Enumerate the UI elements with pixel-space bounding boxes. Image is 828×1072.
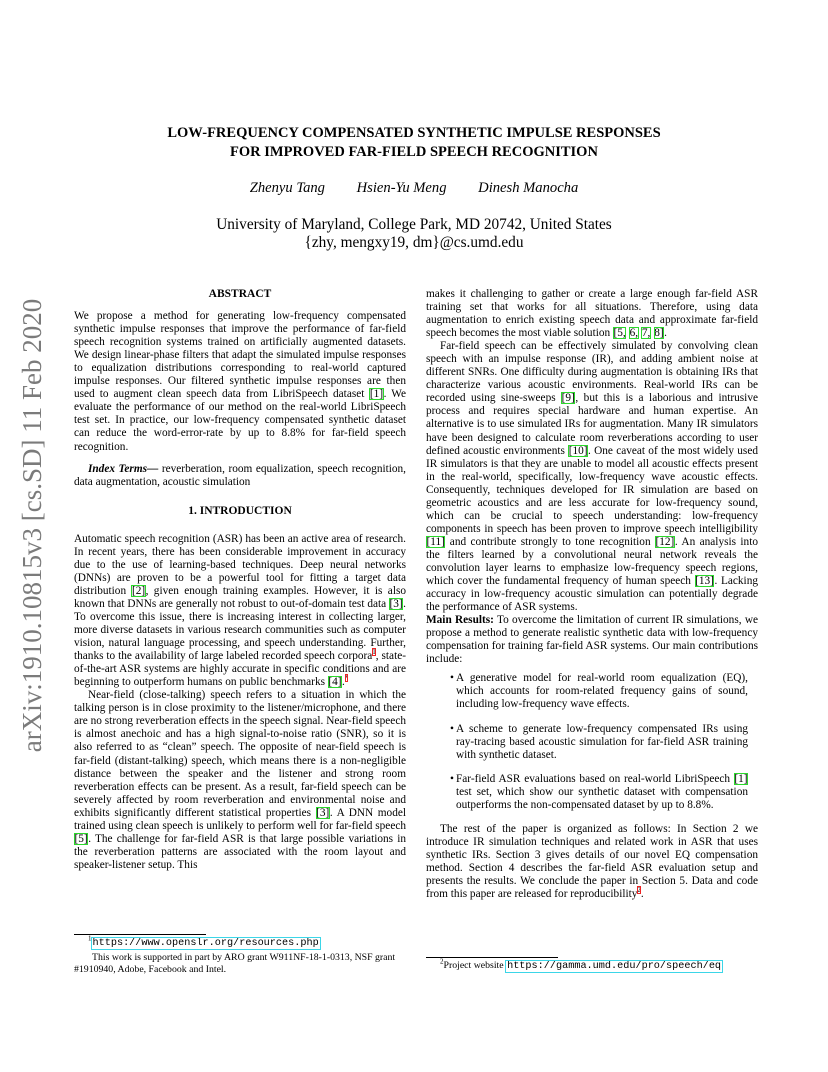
citation-link[interactable]: [3] (316, 806, 330, 819)
citation-link[interactable]: 7, (641, 327, 651, 340)
arxiv-sidebar (18, 290, 48, 760)
index-terms (74, 463, 406, 489)
paper-title (80, 124, 748, 162)
paragraph-text: makes it challenging to gather or create a large enough far-field ASR training set that works for all situations. Therefore, using data augmentation to enrich existing speech data and approximate far-field speech becomes the most viable solution (426, 288, 758, 340)
title-line-1: LOW-FREQUENCY COMPENSATED SYNTHETIC IMPULSE RESPONSES (167, 125, 661, 141)
main-results (426, 614, 758, 666)
paragraph-text: . The challenge for far-field ASR is that large possible variations in the reverberation patterns are associated with the room layout and speaker-listener setup. This (74, 832, 406, 871)
citation-link[interactable]: [2] (131, 584, 146, 597)
footnote-label: Project website (443, 960, 507, 971)
intro-paragraph-5 (426, 823, 758, 901)
paragraph-text: . A DNN model trained using clean speech is unlikely to perform well for far-field speech (74, 806, 406, 832)
abstract-heading: ABSTRACT (208, 288, 272, 300)
citation-link[interactable]: [12] (655, 535, 675, 548)
intro-paragraph-2 (74, 689, 406, 872)
paragraph-text: , given enough training examples. However, it is also known that DNNs are generally not robust to out-of-domain test data (74, 584, 407, 610)
citation-link[interactable]: [1] (734, 772, 748, 785)
author-list (80, 180, 748, 197)
footnote-link[interactable]: 2 (637, 886, 641, 895)
abstract-text (74, 310, 406, 454)
intro-heading: 1. INTRODUCTION (188, 504, 292, 517)
paragraph-text: and contribute strongly to tone recognition (445, 535, 655, 548)
bullet-text-part: test set, which show our synthetic dataset with compensation outperforms the non-compensated dataset by up to 8.8%. (456, 785, 748, 811)
bullet-text: A scheme to generate low-frequency compensated IRs using ray-tracing based acoustic simulation for far-field ASR training with synthetic dataset. (456, 722, 748, 761)
index-terms-label: Index Terms— (88, 462, 159, 475)
intro-paragraph-3 (426, 288, 758, 340)
citation-link[interactable]: [11] (426, 535, 445, 548)
paragraph-text: . (640, 888, 644, 901)
paragraph-text: . An analysis into the filters learned by a convolutional neural network reveals the convolution layer learns to emphasize low-frequency speech regions, which cover the fundamental frequency of human speech (426, 535, 758, 588)
bullet-text-part: Far-field ASR evaluations based on real-world LibriSpeech (456, 772, 734, 785)
citation-link[interactable]: [5] (74, 832, 88, 845)
contribution-list (426, 672, 758, 811)
author-1: Zhenyu Tang (249, 180, 325, 196)
footnotes-right (426, 957, 758, 973)
paragraph-text: . One caveat of the most widely used IR simulators is that they are unable to model all acoustic effects present in the real-world, specifically, low-frequency wave acoustic effects. Consequently, techniques developed for IR simulation are based on geometric acoustics and are less accurate for low-frequency sound, which can be crucial to speech understanding: low-frequency components in speech has been proven to improve speech intelligibility (426, 444, 758, 535)
right-column (426, 288, 758, 901)
intro-paragraph-1 (74, 533, 406, 690)
footnotes-left (74, 934, 406, 976)
bullet-icon: • (450, 722, 454, 735)
arxiv-identifier: arXiv:1910.10815v3 [cs.SD] 11 Feb 2020 (17, 298, 48, 752)
main-results-text: To overcome the limitation of current IR simulations, we propose a method to generate realistic synthetic data with low-frequency compensation for training far-field ASR systems. Our main contributions include: (426, 614, 758, 666)
list-item (426, 672, 748, 711)
footnote-url-link[interactable]: https://www.openslr.org/resources.php (92, 938, 319, 949)
paragraph-text: , but this is a laborious and intrusive process and requires special hardware and human expertise. An alternative is to use simulated IRs for augmentation. Many IR simulators have been designed to calculate room reverberations according to user defined acoustic environments (426, 392, 758, 457)
citation-link[interactable]: [3] (389, 597, 403, 610)
author-emails: {zhy, mengxy19, dm}@cs.umd.edu (304, 234, 524, 251)
footnote-mark: 1 (88, 934, 92, 943)
footnote-mark: 2 (440, 957, 444, 966)
paragraph-text: The rest of the paper is organized as follows: In Section 2 we introduce IR simulation techniques and related work in ASR that uses synthetic IRs. Section 3 gives details of our novel EQ compensation method. Section 4 describes the far-field ASR evaluation setup and presents the results. We conclude the paper in Section 5. Data and code from this paper are released for reproducibility (426, 822, 758, 901)
footnote-2 (426, 958, 758, 973)
abstract-text-part: We propose a method for generating low-frequency compensated synthetic impulse responses that improve the performance of far-field speech recognition systems trained on artificially augmented datasets. We design linear-phase filters that adapt the simulated impulse responses to equalization distributions corresponding to real-world captured impulse responses. Our filtered synthetic impulse responses are then used to augment clean speech data from LibriSpeech dataset (74, 310, 406, 401)
footnote-link[interactable]: * (344, 674, 349, 683)
list-item (426, 773, 748, 812)
list-item (426, 723, 748, 762)
author-2: Hsien-Yu Meng (356, 180, 447, 196)
citation-link[interactable]: [13] (695, 575, 714, 588)
paragraph-text: . To overcome this issue, there is increasing interest in collecting larger, more diverse datasets in various research communities such as computer vision, natural language processing, and speech understanding. Further, thanks to the availability of large labeled recorded speech corpora (74, 597, 406, 663)
funding-note: This work is supported in part by ARO grant W911NF-18-1-0313, NSF grant #1910940, Adobe, Facebook and Intel. (74, 952, 396, 975)
citation-link[interactable]: 8] (654, 327, 664, 340)
title-line-2: FOR IMPROVED FAR-FIELD SPEECH RECOGNITION (230, 144, 598, 160)
footnote-link[interactable]: 1 (372, 648, 376, 657)
left-column (74, 288, 406, 872)
project-website-link[interactable]: https://gamma.umd.edu/pro/speech/eq (507, 961, 722, 972)
paragraph-text: . (342, 676, 345, 689)
affiliation-block (80, 216, 748, 252)
bullet-icon: • (450, 672, 454, 685)
footnote-1 (74, 935, 406, 950)
paragraph-text: Automatic speech recognition (ASR) has been an active area of research. In recent years, there has been considerable improvement in accuracy due to the use of learning-based techniques. Deep neural networks (DNNs) are proven to be a powerful tool for fitting a target data distribution (74, 532, 406, 597)
index-terms-text: reverberation, room equalization, speech recognition, data augmentation, acoustic simulation (74, 462, 406, 488)
author-3: Dinesh Manocha (478, 180, 579, 196)
paragraph-text: Near-field (close-talking) speech refers to a situation in which the talking person is in close proximity to the listener/microphone, and there are no strong reverberation effects in the speech signal. Near-field speech is almost anechoic and has a high signal-to-noise ratio (SNR), so it is also referred to as “clean” speech. The opposite of near-field speech is far-field (distant-talking) speech, which means there is a non-negligible distance between the speaker and the listener and strong room reverberation effects can be present. As a result, far-field speech can be severely affected by room reverberation and environmental noise and exhibits significantly different statistical properties (74, 689, 406, 819)
paragraph-text: . (664, 327, 667, 340)
affiliation: University of Maryland, College Park, MD 20742, United States (216, 216, 612, 233)
paragraph-text: Far-field speech can be effectively simulated by convolving clean speech with an impulse response (IR), and adding ambient noise at different SNRs. One difficulty during augmentation is obtaining IRs that characterize various acoustic environments. Real-world IRs can be recorded using sine-sweeps (426, 340, 758, 405)
bullet-icon: • (450, 772, 454, 785)
citation-link[interactable]: [9] (561, 392, 575, 405)
main-results-label: Main Results: (426, 614, 494, 627)
citation-link[interactable]: [1] (369, 388, 384, 401)
citation-link[interactable]: 6, (629, 327, 639, 340)
bullet-text: A generative model for real-world room equalization (EQ), which accounts for room-related frequency gains of sound, including low-frequency wave effects. (456, 672, 748, 711)
abstract-text-part: . We evaluate the performance of our method on the real-world LibriSpeech test set. In practice, our low-frequency compensated synthetic dataset can reduce the word-error-rate by up to 8.8% for far-field speech recognition. (74, 388, 406, 453)
citation-link[interactable]: [10] (568, 444, 588, 457)
citation-link[interactable]: [4] (328, 676, 342, 689)
paragraph-text: , state-of-the-art ASR systems are highly accurate in specific conditions and are beginning to outperform humans on public benchmarks (74, 650, 406, 689)
citation-link[interactable]: [5, (613, 327, 626, 340)
intro-paragraph-4 (426, 340, 758, 614)
bullet-text (446, 773, 748, 812)
paragraph-text: . Lacking accuracy in low-frequency acoustic simulation can potentially degrade the performance of ASR systems. (426, 575, 758, 614)
